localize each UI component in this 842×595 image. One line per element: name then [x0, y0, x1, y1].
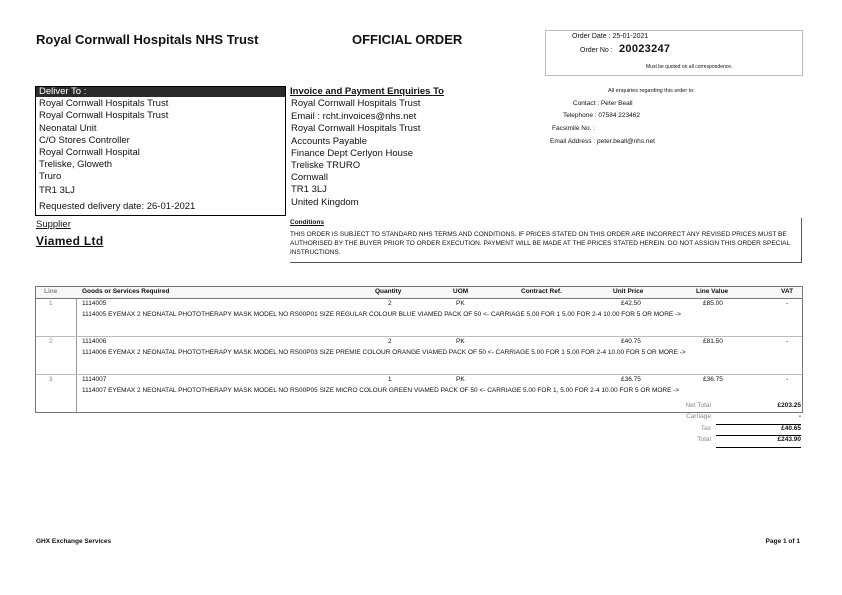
column-header-quantity: Quantity: [375, 288, 402, 295]
requested-delivery-date: Requested delivery date: 26-01-2021: [39, 201, 196, 212]
item-quantity: 1: [388, 376, 392, 383]
item-code: 1114007: [82, 376, 107, 383]
item-uom: PK: [456, 300, 465, 307]
item-unit-price: £40.75: [621, 338, 641, 345]
carriage-label: Carriage: [686, 413, 711, 420]
order-number-label: Order No :: [580, 47, 613, 54]
line-number: 2: [49, 338, 53, 345]
order-date: Order Date : 25-01-2021: [572, 33, 649, 40]
contact-facsimile: Facsimile No. :: [552, 125, 595, 132]
deliver-line: TR1 3LJ: [39, 185, 75, 196]
invoice-line: Treliske TRURO: [291, 160, 361, 171]
item-unit-price: £42.50: [621, 300, 641, 307]
invoice-line: Royal Cornwall Hospitals Trust: [291, 98, 421, 109]
deliver-line: C/O Stores Controller: [39, 135, 130, 146]
column-header-line-value: Line Value: [696, 288, 729, 295]
order-info-box: [545, 30, 803, 76]
deliver-line: Royal Cornwall Hospitals Trust: [39, 110, 169, 121]
item-description: 1114006 EYEMAX 2 NEONATAL PHOTOTHERAPY MASK MODEL NO RS00P03 SIZE PREMIE COLOUR ORANGE VIAMED PACK OF 50 <- CARRIAGE 5.00 FOR 1 5.00 FOR 2-4 10.00 FOR 5 OR MORE ->: [82, 349, 686, 356]
deliver-line: Truro: [39, 171, 62, 182]
invoice-line: Finance Dept Cerlyon House: [291, 148, 413, 159]
table-row: [36, 299, 802, 337]
order-items-table: [35, 286, 803, 413]
table-row: [36, 337, 802, 375]
item-vat: -: [786, 338, 789, 345]
contact-email: Email Address : peter.beall@nhs.net: [550, 138, 655, 145]
item-code: 1114005: [82, 300, 107, 307]
invoice-email: Email : rcht.invoices@nhs.net: [291, 111, 417, 122]
conditions-box: [290, 218, 802, 263]
item-line-value: £36.75: [703, 376, 723, 383]
column-header-vat: VAT: [781, 288, 794, 295]
net-total-label: Net Total: [685, 402, 711, 409]
item-code: 1114006: [82, 338, 107, 345]
invoice-line: Royal Cornwall Hospitals Trust: [291, 123, 421, 134]
item-vat: -: [786, 300, 789, 307]
column-header-uom: UOM: [453, 288, 469, 295]
column-header-line: Line: [44, 288, 58, 295]
item-vat: -: [786, 376, 789, 383]
invoice-line: United Kingdom: [291, 197, 359, 208]
supplier-name: Viamed Ltd: [36, 234, 104, 248]
order-number: 20023247: [619, 43, 671, 55]
deliver-line: Royal Cornwall Hospitals Trust: [39, 98, 169, 109]
column-header-contract: Contract Ref.: [521, 288, 562, 295]
conditions-title: Conditions: [290, 219, 324, 226]
item-uom: PK: [456, 338, 465, 345]
deliver-line: Neonatal Unit: [39, 123, 97, 134]
deliver-to-box: [35, 86, 286, 216]
column-header-goods: Goods or Services Required: [82, 288, 170, 295]
item-description: 1114005 EYEMAX 2 NEONATAL PHOTOTHERAPY MASK MODEL NO RS00P01 SIZE REGULAR COLOUR BLUE VIAMED PACK OF 50 <- CARRIAGE 5.00 FOR 1 5.00 FOR 2-4 10.00 FOR 5 OR MORE ->: [82, 311, 682, 318]
tax-value: £40.65: [781, 425, 801, 432]
total-value: £243.90: [777, 436, 801, 443]
document-title: OFFICIAL ORDER: [352, 32, 463, 47]
net-total-value: £203.25: [777, 402, 801, 409]
invoice-line: Cornwall: [291, 172, 328, 183]
line-number: 3: [49, 376, 53, 383]
item-quantity: 2: [388, 338, 392, 345]
deliver-line: Royal Cornwall Hospital: [39, 147, 140, 158]
carriage-value: -: [798, 413, 801, 420]
item-uom: PK: [456, 376, 465, 383]
invoice-enquiries-title: Invoice and Payment Enquiries To: [290, 86, 444, 97]
deliver-line: Treliske, Gloweth: [39, 159, 113, 170]
line-number: 1: [49, 300, 53, 307]
invoice-line: Accounts Payable: [291, 136, 368, 147]
conditions-text: THIS ORDER IS SUBJECT TO STANDARD NHS TERMS AND CONDITIONS. IF PRICES STATED ON THIS ORDER ARE INCORRECT ANY REVISED PRICES MUST BE AUTHORISED BY THE BUYER PRIOR TO ORDER EXECUTION. PAYMENT WILL BE MADE AT THE PRICES STATED HEREIN. DO NOT ASSIGN THIS ORDER SPECIAL INSTRUCTIONS.: [290, 231, 790, 256]
item-quantity: 2: [388, 300, 392, 307]
item-line-value: £85.00: [703, 300, 723, 307]
order-note: Must be quoted on all correspondence.: [646, 64, 733, 70]
column-header-unit-price: Unit Price: [613, 288, 644, 295]
item-line-value: £81.50: [703, 338, 723, 345]
page-number: Page 1 of 1: [765, 538, 800, 545]
total-label: Total: [697, 436, 711, 443]
item-description: 1114007 EYEMAX 2 NEONATAL PHOTOTHERAPY MASK MODEL NO RS00P05 SIZE MICRO COLOUR GREEN VIAMED PACK OF 50 <- CARRIAGE 5.00 FOR 1, 5.00 FOR 2-4 10.00 FOR 5 OR MORE ->: [82, 387, 680, 394]
table-header: [36, 287, 802, 299]
item-unit-price: £36.75: [621, 376, 641, 383]
deliver-to-heading: Deliver To :: [36, 87, 285, 97]
tax-label: Tax: [700, 425, 711, 432]
supplier-label: Supplier: [36, 219, 71, 230]
contact-name: Contact : Peter Beall: [573, 100, 633, 107]
footer-provider: GHX Exchange Services: [36, 538, 112, 545]
contact-heading: All enquiries regarding this order to:: [608, 88, 695, 94]
organisation-name: Royal Cornwall Hospitals NHS Trust: [36, 32, 259, 47]
invoice-line: TR1 3LJ: [291, 184, 327, 195]
contact-telephone: Telephone : 07584 223462: [563, 112, 640, 119]
